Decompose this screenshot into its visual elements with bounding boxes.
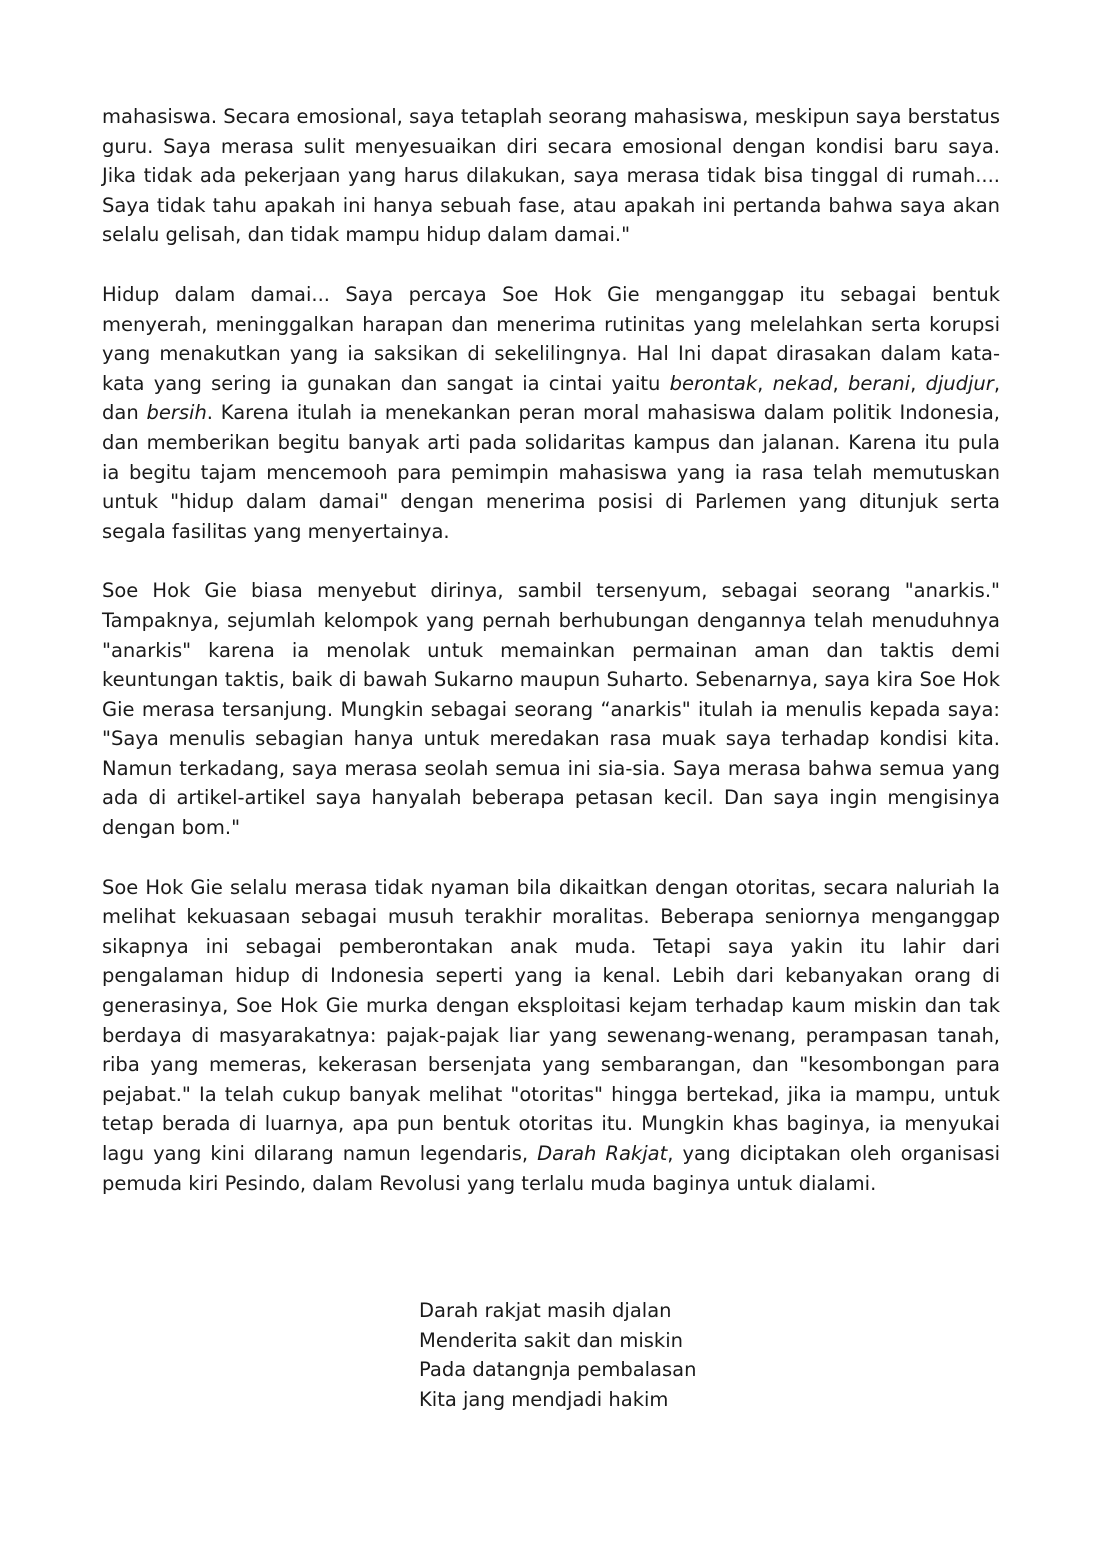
separator: , [910,371,926,395]
paragraph-2-text-continued: . Karena itulah ia menekankan peran moral mahasiswa dalam politik Indonesia, dan memberikan begitu banyak arti pada solidaritas kampus dan jalanan. Karena itu pula ia begitu tajam mencemooh para pemimpin mahasiswa yang ia rasa telah memutuskan untuk "hidup dalam damai" dengan menerima posisi di Parlemen yang ditunjuk serta segala fasilitas yang menyertainya. [102,401,1000,543]
paragraph-3 [102,576,1000,842]
italic-song-title: Darah Rakjat [537,1142,668,1165]
paragraph-3-text: Soe Hok Gie biasa menyebut dirinya, sambil tersenyum, sebagai seorang "anarkis." Tampaknya, sejumlah kelompok yang pernah berhubungan dengannya telah menuduhnya "anarkis" karena ia menolak untuk memainkan permainan aman dan taktis demi keuntungan taktis, baik di bawah Sukarno maupun Suharto. Sebenarnya, saya kira Soe Hok Gie merasa tersanjung. Mungkin sebagai seorang “anarkis" itulah ia menulis kepada saya: "Saya menulis sebagian hanya untuk meredakan rasa muak saya terhadap kondisi kita. Namun terkadang, saya merasa seolah semua ini sia-sia. Saya merasa bahwa semua yang ada di artikel-artikel saya hanyalah beberapa petasan kecil. Dan saya ingin mengisinya dengan bom." [102,579,1000,840]
paragraph-4-text-continued: , yang diciptakan oleh organisasi pemuda kiri Pesindo, dalam Revolusi yang terlalu muda baginya untuk dialami. [102,1142,1001,1195]
separator: , [832,371,848,395]
paragraph-1-text: mahasiswa. Secara emosional, saya tetaplah seorang mahasiswa, meskipun saya berstatus guru. Saya merasa sulit menyesuaikan diri secara emosional dengan kondisi baru saya. Jika tidak ada pekerjaan yang harus dilakukan, saya merasa tidak bisa tinggal di rumah.... Saya tidak tahu apakah ini hanya sebuah fase, atau apakah ini pertanda bahwa saya akan selalu gelisah, dan tidak mampu hidup dalam damai." [102,105,1000,247]
italic-word-bersih: bersih [146,401,207,425]
paragraph-4 [102,873,1000,1199]
poem-line-3: Pada datangnja pembalasan [419,1358,697,1382]
italic-word-berontak: berontak [669,371,758,395]
paragraph-4-text: Soe Hok Gie selalu merasa tidak nyaman bila dikaitkan dengan otoritas, secara naluriah Ia melihat kekuasaan sebagai musuh terakhir moralitas. Beberapa seniornya menganggap sikapnya ini sebagai pemberontakan anak muda. Tetapi saya yakin itu lahir dari pengalaman hidup di Indonesia seperti yang ia kenal. Lebih dari kebanyakan orang di generasinya, Soe Hok Gie murka dengan eksploitasi kejam terhadap kaum miskin dan tak berdaya di masyarakatnya: pajak-pajak liar yang sewenang-wenang, perampasan tanah, riba yang memeras, kekerasan bersenjata yang sembarangan, dan "kesombongan para pejabat." Ia telah cukup banyak melihat "otoritas" hingga bertekad, jika ia mampu, untuk tetap berada di luarnya, apa pun bentuk otoritas itu. Mungkin khas baginya, ia menyukai lagu yang kini dilarang namun legendaris, [102,875,1000,1165]
separator: , dan [102,371,1001,425]
paragraph-2 [102,280,1000,546]
poem-line-1: Darah rakjat masih djalan [419,1299,672,1322]
poem-line-2: Menderita sakit dan miskin [419,1328,683,1352]
poem-line-4: Kita jang mendjadi hakim [419,1387,669,1411]
italic-word-berani: berani [847,371,911,395]
italic-word-nekad: nekad [772,371,833,395]
separator: , [757,371,773,395]
paragraph-2-text: Hidup dalam damai... Saya percaya Soe Hok Gie menganggap itu sebagai bentuk menyerah, meninggalkan harapan dan menerima rutinitas yang melelahkan serta korupsi yang menakutkan yang ia saksikan di sekelilingnya. Hal Ini dapat dirasakan dalam kata-kata yang sering ia gunakan dan sangat ia cintai yaitu [102,282,1000,395]
body-text [102,102,1000,1198]
italic-word-djudjur: djudjur [925,371,994,395]
paragraph-1 [102,102,1000,250]
poem-stanza [419,1296,696,1414]
